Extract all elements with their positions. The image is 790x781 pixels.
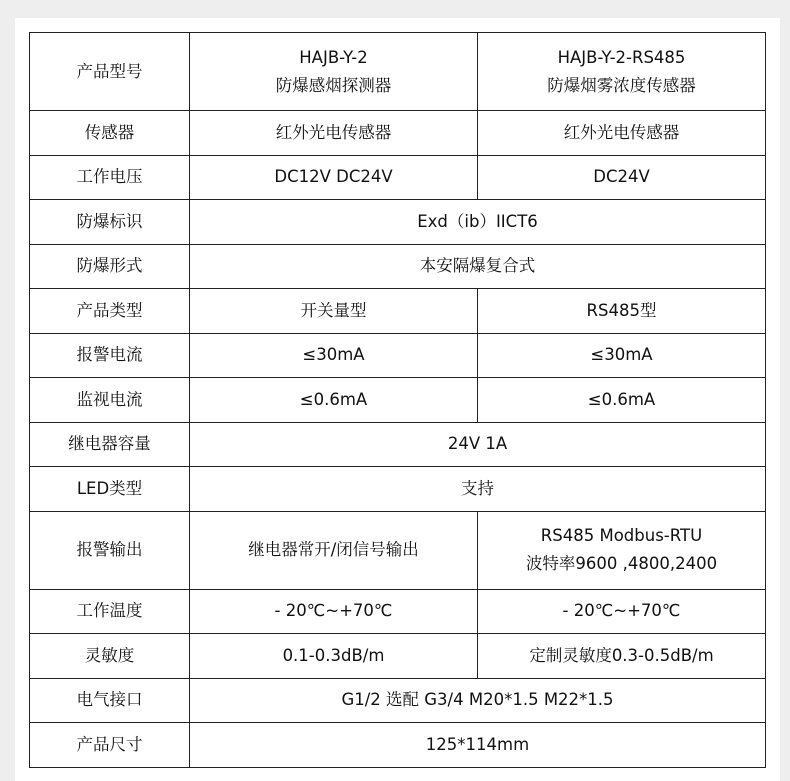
value-cell: ≤30mA	[478, 333, 766, 378]
value-cell: 定制灵敏度0.3-0.5dB/m	[478, 634, 766, 679]
row-label: 产品型号	[30, 33, 190, 111]
value-cell: 0.1-0.3dB/m	[190, 634, 478, 679]
value-cell: - 20℃~+70℃	[190, 589, 478, 634]
spec-sheet	[15, 18, 780, 781]
baud-rate-text: 波特率9600 ,4800,2400	[525, 554, 718, 573]
value-cell: 红外光电传感器	[478, 111, 766, 156]
model-code: HAJB-Y-2	[299, 47, 368, 67]
value-cell: 红外光电传感器	[190, 111, 478, 156]
merged-value-cell: 本安隔爆复合式	[190, 244, 766, 289]
value-cell: DC24V	[478, 155, 766, 200]
table-row	[30, 511, 766, 589]
table-row	[30, 678, 766, 723]
row-label: 监视电流	[30, 378, 190, 423]
row-label: 报警输出	[30, 511, 190, 589]
row-label: 报警电流	[30, 333, 190, 378]
merged-value-cell: Exd（ib）IICT6	[190, 200, 766, 245]
row-label: 传感器	[30, 111, 190, 156]
protocol-text: RS485 Modbus-RTU	[540, 526, 703, 545]
value-cell: ≤0.6mA	[190, 378, 478, 423]
row-label: 继电器容量	[30, 422, 190, 467]
value-cell	[478, 511, 766, 589]
value-cell: ≤0.6mA	[478, 378, 766, 423]
row-label: 工作电压	[30, 155, 190, 200]
row-label: 防爆形式	[30, 244, 190, 289]
table-row	[30, 111, 766, 156]
table-row	[30, 333, 766, 378]
row-label: 产品尺寸	[30, 723, 190, 768]
table-row	[30, 289, 766, 334]
table-row	[30, 422, 766, 467]
value-cell	[190, 33, 478, 111]
value-cell: ≤30mA	[190, 333, 478, 378]
model-name: 防爆感烟探测器	[275, 75, 392, 95]
row-label: 产品类型	[30, 289, 190, 334]
table-row	[30, 200, 766, 245]
value-cell: 开关量型	[190, 289, 478, 334]
table-row	[30, 723, 766, 768]
merged-value-cell: 125*114mm	[190, 723, 766, 768]
model-name: 防爆烟雾浓度传感器	[547, 75, 696, 95]
row-label: 工作温度	[30, 589, 190, 634]
table-row	[30, 378, 766, 423]
row-label: 灵敏度	[30, 634, 190, 679]
value-cell	[478, 33, 766, 111]
value-cell: RS485型	[478, 289, 766, 334]
value-cell: 继电器常开/闭信号输出	[190, 511, 478, 589]
merged-value-cell: 支持	[190, 467, 766, 512]
spec-table	[29, 32, 766, 768]
model-code: HAJB-Y-2-RS485	[557, 47, 686, 67]
value-cell: - 20℃~+70℃	[478, 589, 766, 634]
row-label: 防爆标识	[30, 200, 190, 245]
table-row	[30, 467, 766, 512]
row-label: LED类型	[30, 467, 190, 512]
table-row	[30, 244, 766, 289]
merged-value-cell: G1/2 选配 G3/4 M20*1.5 M22*1.5	[190, 678, 766, 723]
merged-value-cell: 24V 1A	[190, 422, 766, 467]
table-row	[30, 33, 766, 111]
table-row	[30, 634, 766, 679]
table-row	[30, 589, 766, 634]
row-label: 电气接口	[30, 678, 190, 723]
value-cell: DC12V DC24V	[190, 155, 478, 200]
table-row	[30, 155, 766, 200]
